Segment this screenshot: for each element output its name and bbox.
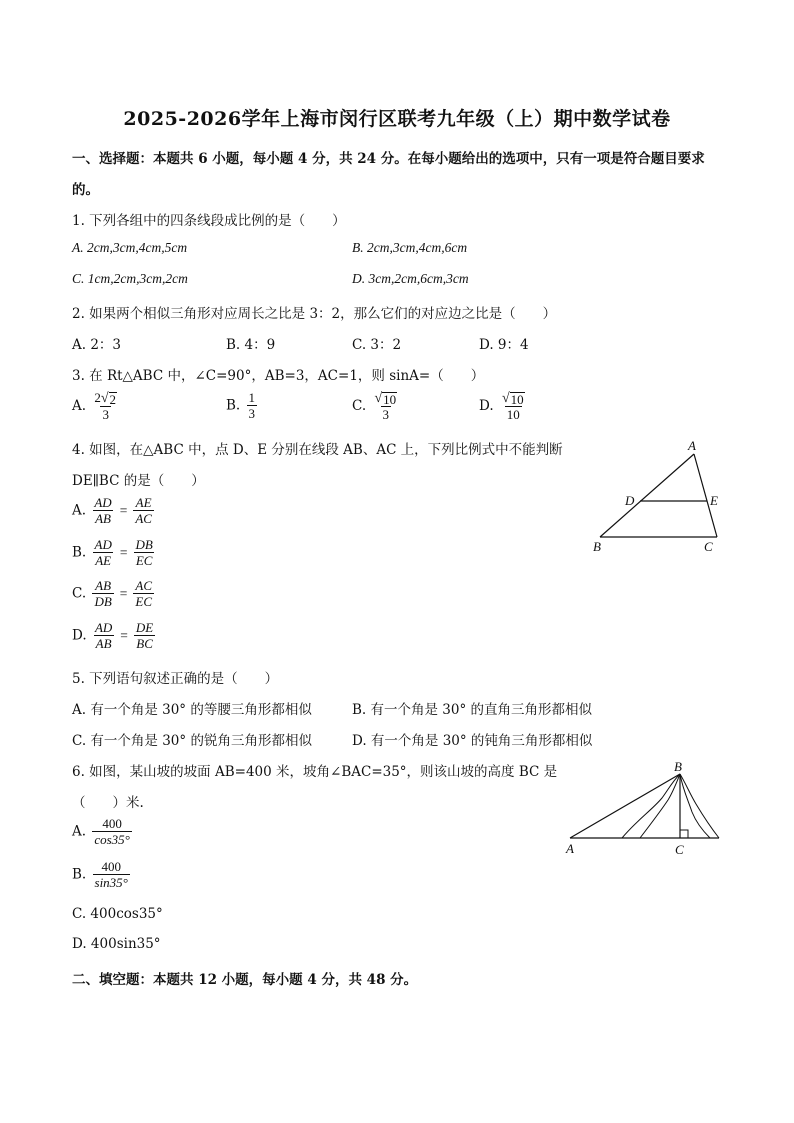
q4-label-d: D — [625, 493, 635, 508]
q4-c-left-num: AB — [95, 578, 112, 593]
q1-option-d: D. 3cm,2cm,6cm,3cm — [352, 271, 469, 286]
q6-b-numerator: 400 — [101, 859, 121, 874]
q3-a-coef: 2 — [94, 390, 101, 405]
q4-label-c: C — [704, 539, 713, 554]
q4-a-equals: = — [119, 502, 128, 518]
q4-option-b — [72, 537, 157, 568]
q6-b-denominator: sin35° — [94, 875, 128, 890]
q4-label-b: B — [593, 539, 601, 554]
q6-option-d: D. 400sin35° — [72, 936, 161, 952]
q6-stem: 6. 如图，某山坡的坡面 AB=400 米，坡角∠BAC=35°，则该山坡的高度 BC 是 — [72, 764, 558, 780]
q3-d-radicand: 10 — [510, 392, 524, 407]
q3-option-a-label: A. — [72, 398, 87, 414]
q3-c-denominator: 3 — [382, 407, 390, 422]
q4-a-right-num: AE — [135, 495, 152, 510]
q6-a-numerator: 400 — [102, 816, 122, 831]
q1-option-c: C. 1cm,2cm,3cm,2cm — [72, 271, 188, 286]
q5-option-c: C. 有一个角是 30° 的锐角三角形都相似 — [72, 733, 312, 749]
q3-c-radicand: 10 — [383, 392, 397, 407]
q3-option-a — [72, 390, 121, 422]
q4-c-equals: = — [119, 585, 128, 601]
q4-a-right-den: AC — [135, 511, 152, 526]
q4-stem: 4. 如图，在△ABC 中，点 D、E 分别在线段 AB、AC 上，下列比例式中不能判断 — [72, 442, 563, 458]
q6-mountain-contour-2 — [640, 774, 680, 838]
q4-b-right-num: DB — [135, 537, 153, 552]
q2-option-b: B. 4：9 — [226, 337, 276, 353]
q4-d-left-den: AB — [95, 636, 112, 651]
q4-option-a — [72, 495, 156, 526]
q3-d-denominator: 10 — [506, 407, 520, 422]
q6-option-a-label: A. — [72, 823, 87, 840]
q4-d-right-num: DE — [135, 620, 154, 635]
q3-option-b — [226, 390, 259, 421]
q2-option-a: A. 2：3 — [72, 337, 122, 353]
q4-a-left-den: AB — [95, 511, 111, 526]
page-title: 2025-2026学年上海市闵行区联考九年级（上）期中数学试卷 — [123, 108, 671, 130]
q1-option-b: B. 2cm,3cm,4cm,6cm — [352, 240, 468, 255]
q4-option-d — [72, 620, 157, 651]
q4-b-left-den: AE — [95, 553, 112, 568]
q4-d-equals: = — [120, 627, 128, 643]
q5-stem: 5. 下列语句叙述正确的是（ ） — [72, 671, 279, 687]
q6-option-c: C. 400cos35° — [72, 906, 163, 922]
q6-label-a: A — [566, 841, 574, 856]
q3-a-radicand: 2 — [109, 392, 117, 407]
q4-option-c — [72, 578, 156, 609]
q5-option-a: A. 有一个角是 30° 的等腰三角形都相似 — [72, 702, 312, 718]
q6-mountain-contour-1 — [622, 774, 680, 838]
q3-option-c-fraction: √ 10 3 — [374, 391, 397, 422]
q6-label-c: C — [675, 842, 684, 857]
q3-option-d-fraction: √ 10 10 — [501, 391, 524, 422]
q4-d-right-den: BC — [136, 636, 153, 651]
q3-option-a-fraction: 2 √ 2 3 — [94, 390, 117, 422]
q4-stem-cont: DE∥BC 的是（ ） — [72, 473, 205, 489]
q4-segment-ab — [600, 454, 694, 537]
q4-option-c-label: C. — [72, 585, 87, 602]
q4-option-a-label: A. — [72, 502, 87, 519]
q2-stem: 2. 如果两个相似三角形对应周长之比是 3：2，那么它们的对应边之比是（ ） — [72, 306, 557, 322]
q4-a-left-num: AD — [94, 495, 112, 510]
q6-option-b — [72, 859, 132, 890]
q3-b-numerator: 1 — [248, 390, 256, 405]
q4-d-left-num: AD — [94, 620, 113, 635]
q2-option-d: D. 9：4 — [479, 337, 529, 353]
q5-option-d: D. 有一个角是 30° 的钝角三角形都相似 — [352, 733, 593, 749]
q6-a-denominator: cos35° — [94, 832, 130, 847]
q4-b-left-num: AD — [94, 537, 112, 552]
section-2-instructions: 二、填空题：本题共 12 小题，每小题 4 分，共 48 分。 — [72, 972, 418, 988]
q3-b-denominator: 3 — [248, 406, 256, 421]
q3-option-d — [479, 390, 529, 422]
q1-stem: 1. 下列各组中的四条线段成比例的是（ ） — [72, 213, 346, 229]
q2-option-c: C. 3：2 — [352, 337, 402, 353]
q4-option-d-label: D. — [72, 627, 87, 644]
q4-label-e: E — [710, 493, 718, 508]
q4-b-equals: = — [119, 544, 128, 560]
q4-c-left-den: DB — [94, 594, 112, 609]
q6-option-b-label: B. — [72, 866, 87, 883]
q3-option-b-label: B. — [226, 397, 241, 414]
q6-stem-cont: （ ）米. — [72, 795, 144, 811]
q3-a-denominator: 3 — [102, 407, 109, 422]
section-1-instructions: 一、选择题：本题共 6 小题，每小题 4 分，共 24 分。在每小题给出的选项中，只有一项是符合题目要求 — [72, 151, 705, 167]
q5-option-b: B. 有一个角是 30° 的直角三角形都相似 — [352, 702, 593, 718]
section-1-instructions-cont: 的。 — [72, 182, 99, 198]
q3-option-c-label: C. — [352, 398, 367, 414]
q6-slope-figure — [562, 760, 727, 860]
q4-c-right-den: EC — [135, 594, 153, 609]
q4-option-b-label: B. — [72, 544, 87, 561]
q3-option-c — [352, 390, 401, 422]
q3-option-d-label: D. — [479, 398, 494, 414]
q4-triangle-figure — [585, 435, 725, 560]
q4-label-a: A — [688, 438, 696, 453]
q3-stem: 3. 在 Rt△ABC 中，∠C=90°，AB=3，AC=1，则 sinA=（ ） — [72, 368, 485, 384]
q1-option-a: A. 2cm,3cm,4cm,5cm — [72, 240, 188, 255]
q3-option-b-fraction — [247, 390, 258, 421]
q4-c-right-num: AC — [135, 578, 153, 593]
q6-label-b: B — [674, 760, 682, 774]
q6-option-a — [72, 816, 134, 847]
q6-right-angle-mark — [680, 830, 688, 838]
q6-mountain-contour-4 — [680, 774, 710, 838]
q6-mountain-contour-3 — [680, 774, 719, 838]
q4-b-right-den: EC — [135, 553, 153, 568]
